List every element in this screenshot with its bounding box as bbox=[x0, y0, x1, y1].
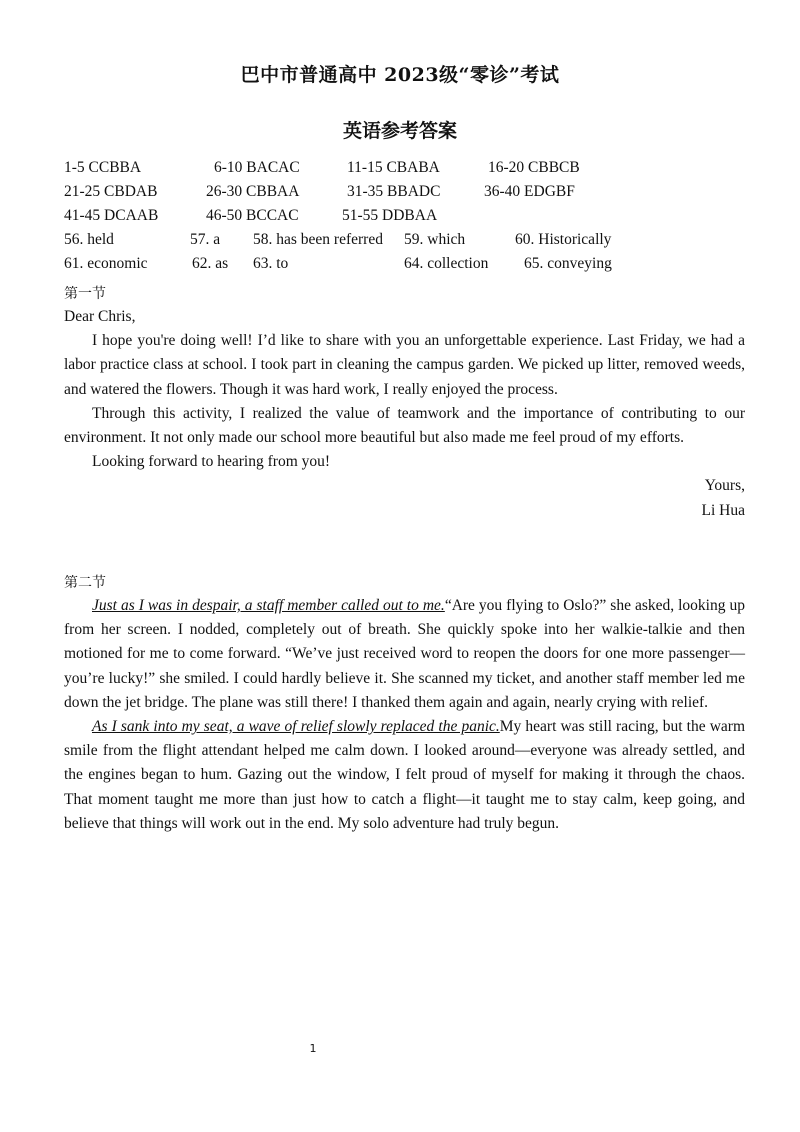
story-paragraph bbox=[64, 594, 745, 715]
letter-paragraph: I hope you're doing well! I’d like to share with you an unforgettable experience. Last Friday, we had a labor practice class at school. I took part in cleaning the campus garden. We picked up litter, removed weeds, and watered the flowers. Though it was hard work, I really enjoyed the process. bbox=[64, 332, 745, 398]
answer-group: 31-35 BBADC bbox=[347, 183, 441, 200]
page-title: 巴中市普通高中 2023级“零诊”考试 bbox=[240, 64, 560, 86]
section-1-letter bbox=[64, 305, 745, 523]
answer-item: 62. as bbox=[192, 255, 229, 272]
answer-group: 36-40 EDGBF bbox=[484, 183, 575, 200]
answer-row bbox=[64, 231, 744, 255]
story-paragraph-text: My heart was still racing, but the warm smile from the flight attendant helped me calm down. I looked around—everyone was already settled, and the engines began to hum. Gazing out the window, I felt proud of myself for making it through the chaos. That moment taught me more than just how to catch a flight—it taught me to stay calm, keep going, and believe that things will work out in the end. My solo adventure had truly begun. bbox=[64, 718, 746, 832]
story-paragraph bbox=[64, 715, 745, 836]
story-lead-sentence: Just as I was in despair, a staff member called out to me. bbox=[92, 597, 445, 614]
letter-greeting: Dear Chris, bbox=[64, 308, 136, 325]
answer-group: 11-15 CBABA bbox=[347, 159, 440, 176]
answer-group: 26-30 CBBAA bbox=[206, 183, 300, 200]
answer-item: 60. Historically bbox=[515, 231, 612, 248]
answer-group: 21-25 CBDAB bbox=[64, 183, 158, 200]
page-subtitle: 英语参考答案 bbox=[342, 120, 457, 142]
story-paragraph-text: “Are you flying to Oslo?” she asked, looking up from her screen. I nodded, completely out of breath. She quickly spoke into her walkie-talkie and then motioned for me to come forward. “We’ve just received word to reopen the doors for one more passenger—you’re lucky!” she smiled. I could hardly believe it. She scanned my ticket, and another staff member led me down the jet bridge. The plane was still there! I thanked them again and again, nearly crying with relief. bbox=[64, 597, 745, 711]
answer-row bbox=[64, 183, 744, 207]
answer-item: 57. a bbox=[190, 231, 221, 248]
answer-item: 58. has been referred bbox=[253, 231, 383, 248]
page-number: 1 bbox=[309, 1042, 317, 1055]
letter-closing: Yours, bbox=[704, 477, 745, 495]
answer-row bbox=[64, 255, 744, 279]
section-1-label: 第一节 bbox=[64, 286, 106, 302]
answer-group: 51-55 DDBAA bbox=[342, 207, 438, 224]
letter-paragraph: Looking forward to hearing from you! bbox=[92, 453, 331, 471]
answer-item: 59. which bbox=[404, 231, 466, 248]
answer-item: 63. to bbox=[253, 255, 289, 272]
letter-signature: Li Hua bbox=[701, 501, 745, 519]
answer-group: 6-10 BACAC bbox=[214, 159, 300, 176]
answer-grid bbox=[64, 159, 744, 279]
answer-item: 64. collection bbox=[404, 255, 489, 272]
answer-group: 46-50 BCCAC bbox=[206, 207, 299, 224]
answer-group: 1-5 CCBBA bbox=[64, 159, 142, 176]
answer-group: 41-45 DCAAB bbox=[64, 207, 159, 224]
section-2-label: 第二节 bbox=[64, 575, 106, 591]
answer-item: 61. economic bbox=[64, 255, 148, 272]
story-lead-sentence: As I sank into my seat, a wave of relief slowly replaced the panic. bbox=[92, 718, 500, 736]
section-2-story bbox=[64, 594, 745, 836]
answer-item: 65. conveying bbox=[524, 255, 612, 272]
answer-item: 56. held bbox=[64, 231, 114, 248]
answer-row bbox=[64, 159, 744, 183]
answer-row bbox=[64, 207, 744, 231]
letter-paragraph: Through this activity, I realized the value of teamwork and the importance of contributing to our environment. It not only made our school more beautiful but also made me feel proud of my efforts. bbox=[64, 404, 745, 447]
answer-group: 16-20 CBBCB bbox=[488, 159, 580, 176]
